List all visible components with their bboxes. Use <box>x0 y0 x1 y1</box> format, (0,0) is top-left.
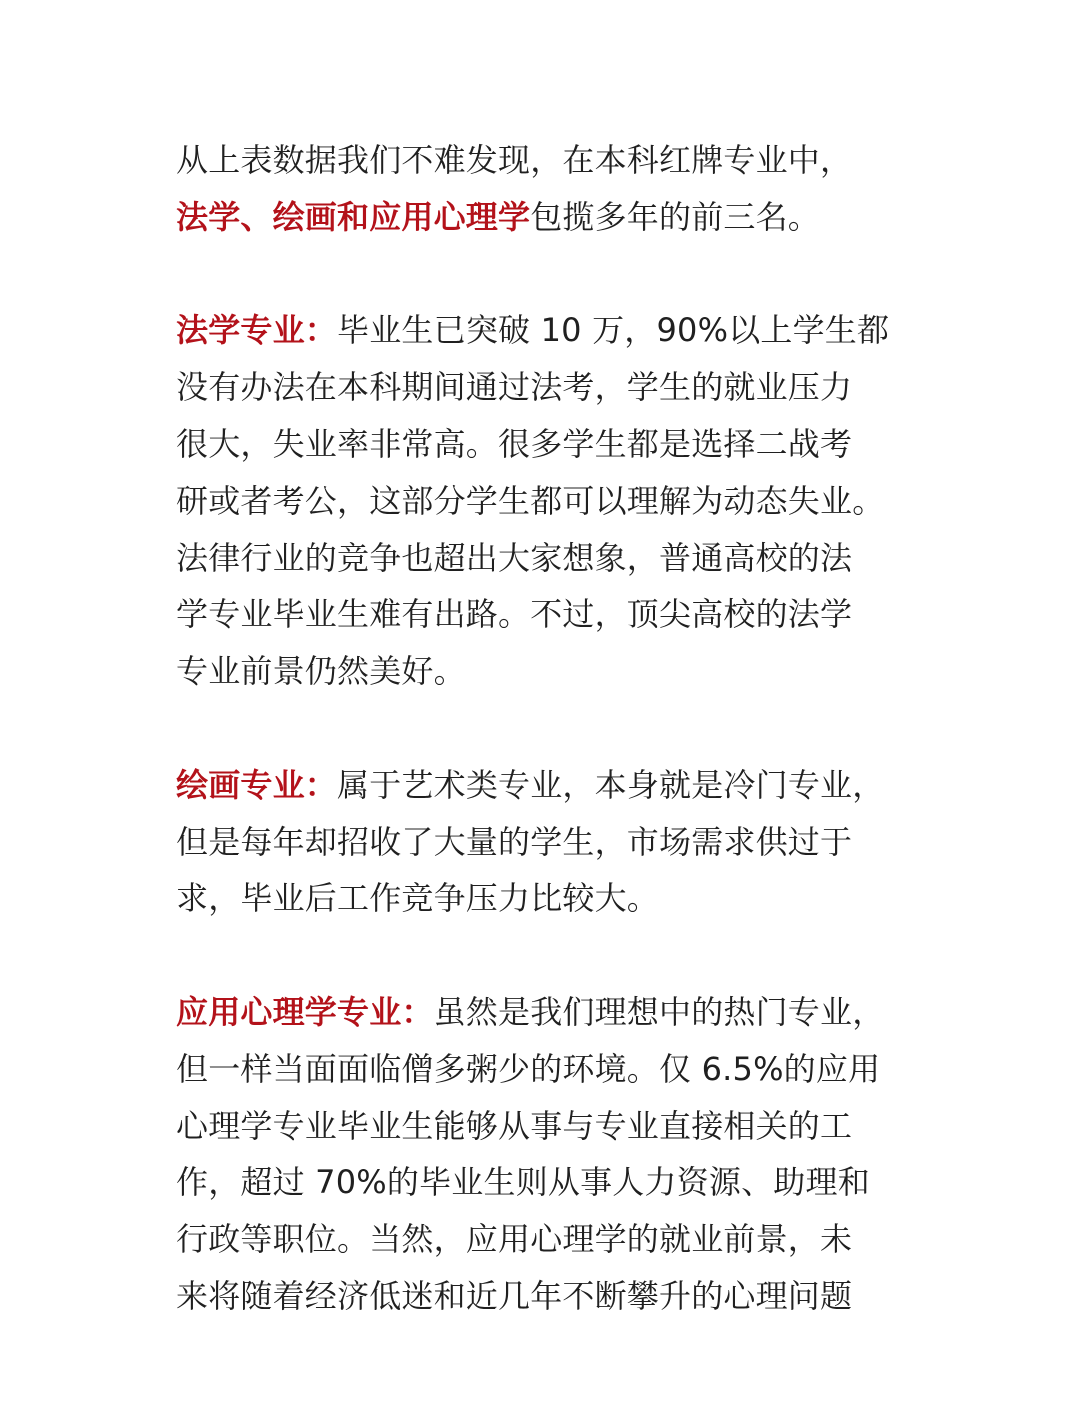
psychology-text: 虽然是我们理想中的热门专业， <box>433 992 885 1031</box>
law-line-6: 学专业毕业生难有出路。不过，顶尖高校的法学 <box>176 595 853 634</box>
law-line-4: 研或者考公，这部分学生都可以理解为动态失业。 <box>176 481 885 520</box>
article-body <box>176 132 908 1325</box>
paragraph-gap <box>176 700 908 757</box>
psychology-line-3: 心理学专业毕业生能够从事与专业直接相关的工 <box>176 1106 853 1145</box>
painting-text: 属于艺术类专业，本身就是冷门专业， <box>337 765 885 804</box>
law-line-1 <box>176 302 908 359</box>
psychology-line-4: 作，超过 70%的毕业生则从事人力资源、助理和 <box>176 1163 870 1202</box>
intro-paragraph <box>176 132 908 246</box>
law-text: 毕业生已突破 10 万，90%以上学生都 <box>337 311 890 350</box>
law-line-5: 法律行业的竞争也超出大家想象，普通高校的法 <box>176 538 853 577</box>
psychology-label: 应用心理学专业： <box>176 992 434 1031</box>
intro-highlight: 法学、绘画和应用心理学 <box>176 197 531 236</box>
intro-line-1: 从上表数据我们不难发现，在本科红牌专业中， <box>176 141 853 179</box>
painting-line-3: 求，毕业后工作竞争压力比较大。 <box>176 879 660 918</box>
painting-line-2: 但是每年却招收了大量的学生，市场需求供过于 <box>176 822 853 861</box>
paragraph-gap <box>176 927 908 984</box>
psychology-line-2: 但一样当面面临僧多粥少的环境。仅 6.5%的应用 <box>176 1049 881 1088</box>
painting-line-1 <box>176 757 908 814</box>
intro-line-2-rest: 包揽多年的前三名。 <box>530 197 821 236</box>
law-paragraph <box>176 302 908 700</box>
psychology-paragraph <box>176 984 908 1325</box>
painting-paragraph <box>176 757 908 927</box>
law-line-2: 没有办法在本科期间通过法考，学生的就业压力 <box>176 368 853 407</box>
law-label: 法学专业： <box>176 311 338 350</box>
psychology-line-5: 行政等职位。当然，应用心理学的就业前景，未 <box>176 1220 853 1259</box>
intro-line-2 <box>176 189 908 246</box>
law-line-3: 很大，失业率非常高。很多学生都是选择二战考 <box>176 424 853 463</box>
psychology-line-6: 来将随着经济低迷和近几年不断攀升的心理问题 <box>176 1276 853 1315</box>
law-line-7: 专业前景仍然美好。 <box>176 652 466 691</box>
psychology-line-1 <box>176 984 908 1041</box>
painting-label: 绘画专业： <box>176 765 338 804</box>
paragraph-gap <box>176 246 908 303</box>
